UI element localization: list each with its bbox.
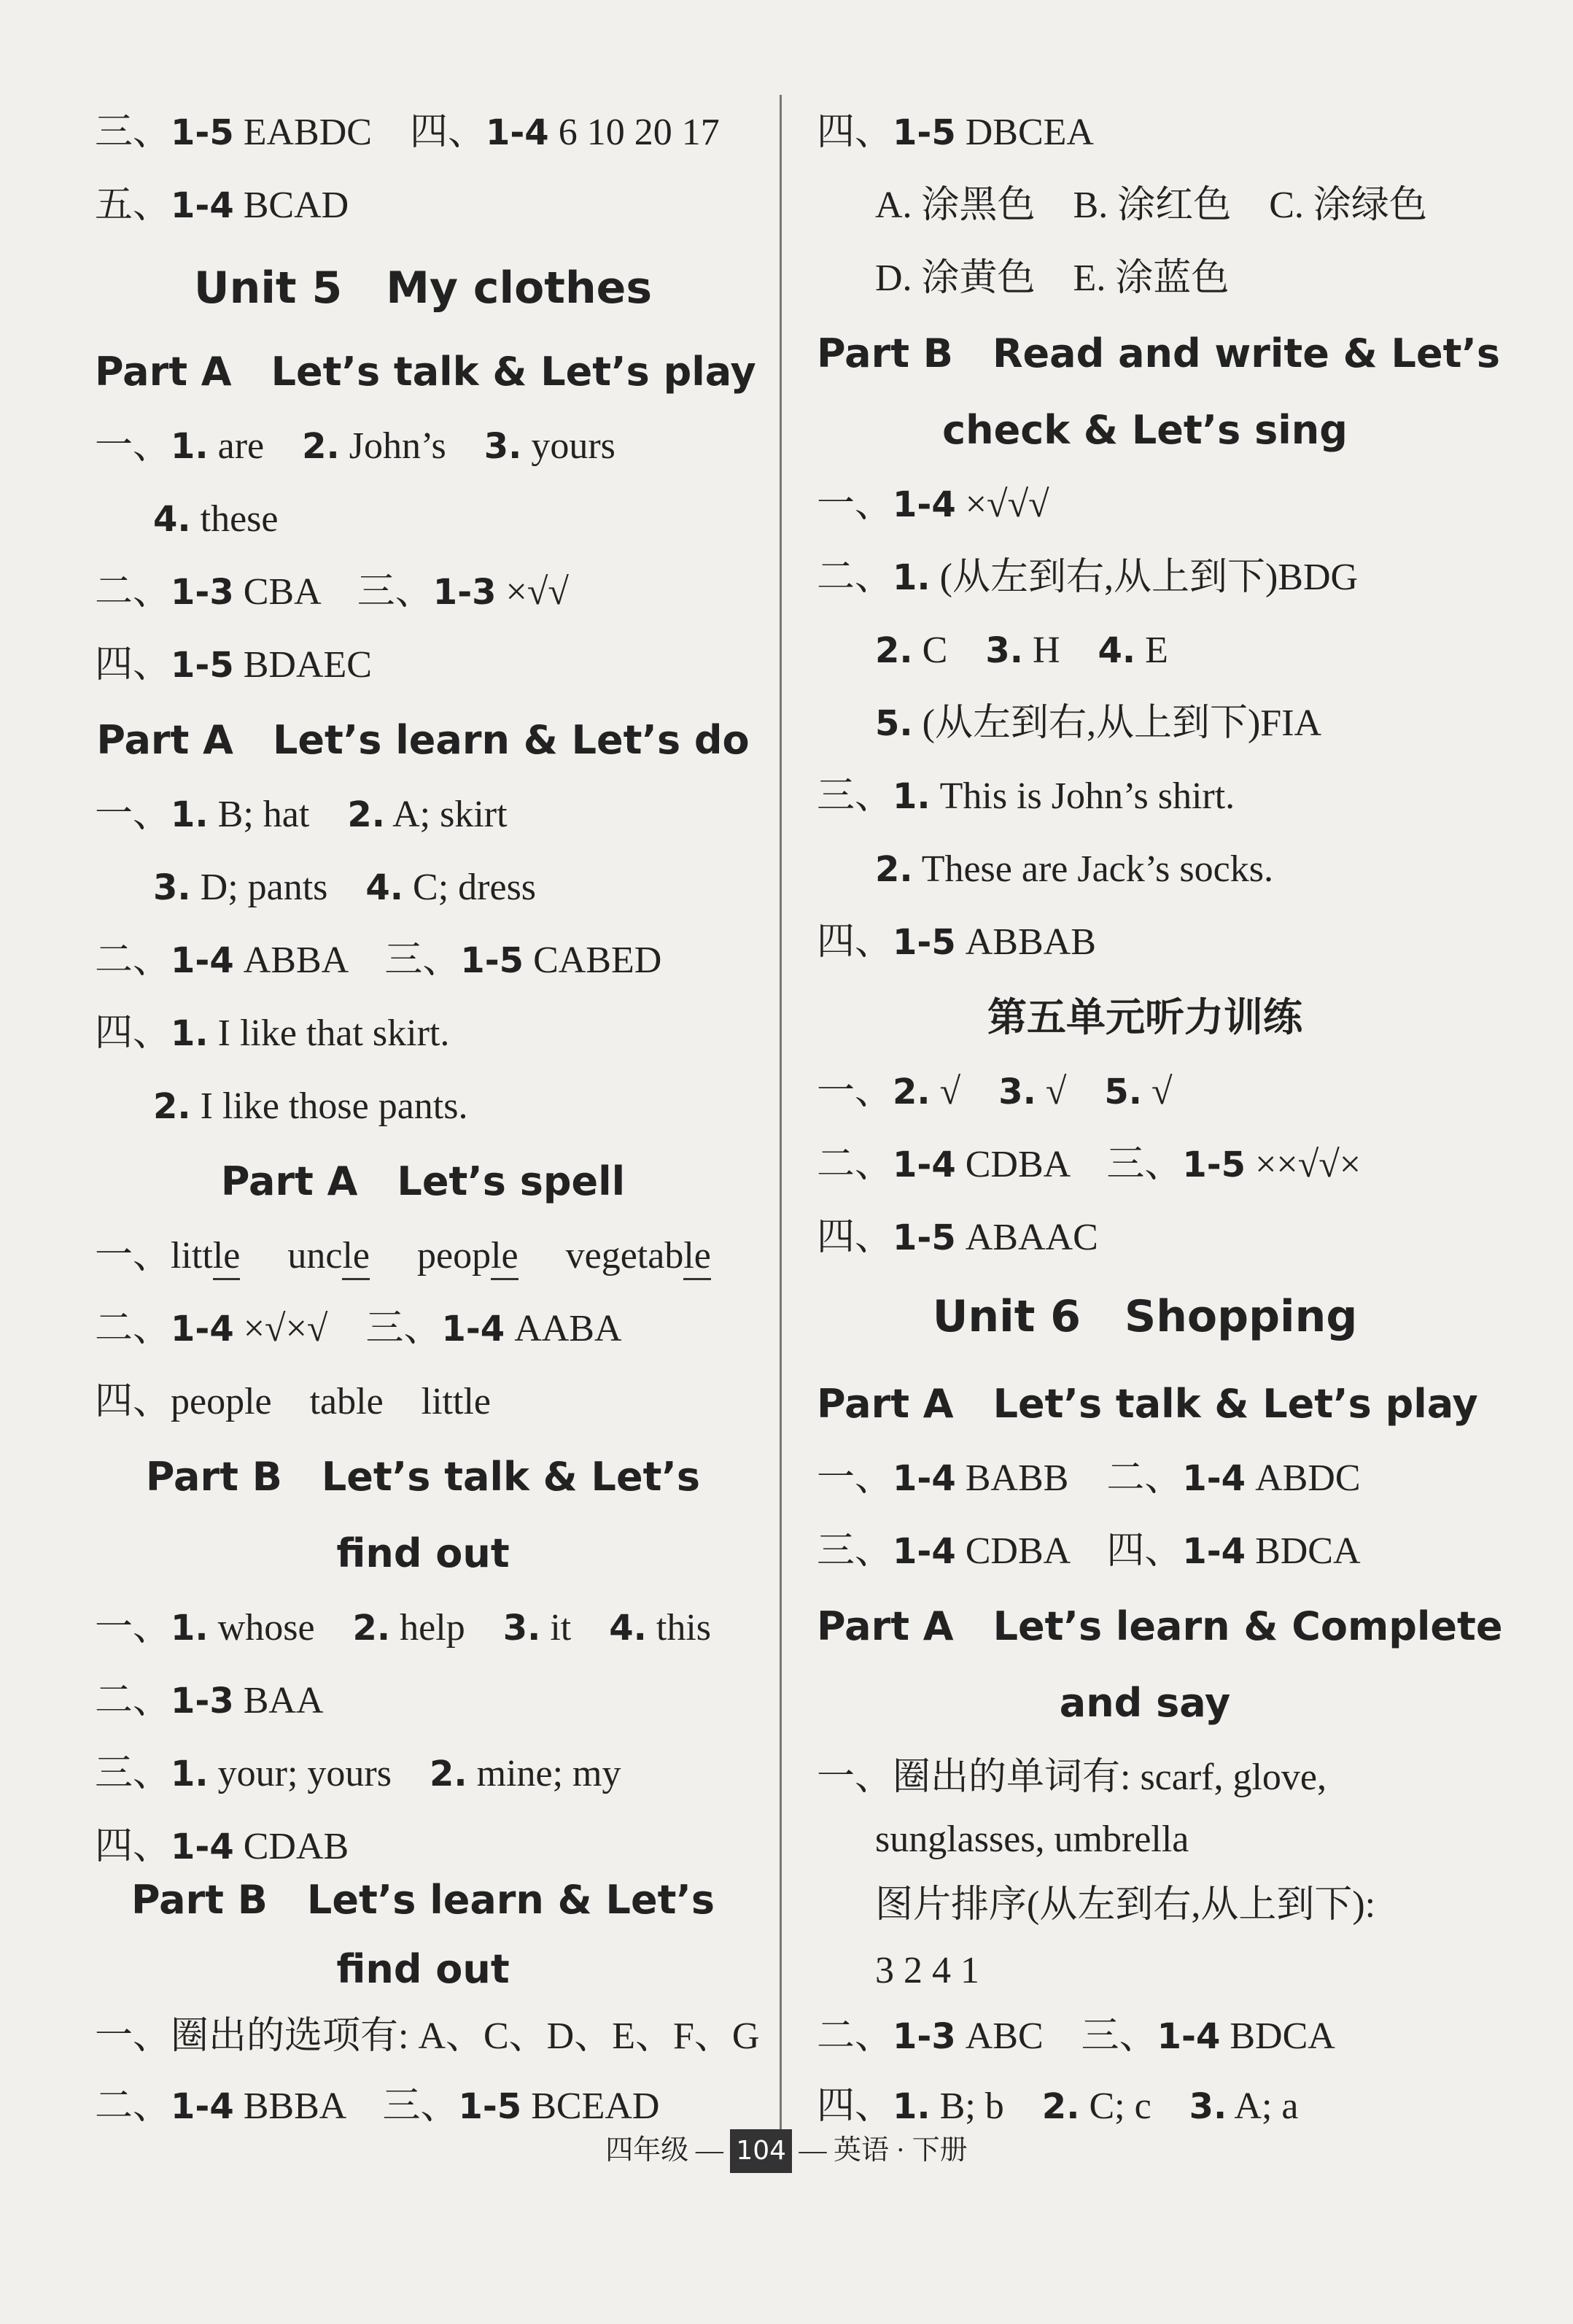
answer-line: 二、1-3 ABC 三、1-4 BDCA (817, 2015, 1335, 2057)
answer-line: 二、1-4 ABBA 三、1-5 CABED (95, 940, 662, 981)
answer-line: 一、2. √ 3. √ 5. √ (817, 1071, 1173, 1112)
answer-line: 二、1-4 CDBA 三、1-5 ××√√× (817, 1144, 1362, 1185)
answer-line: 图片排序(从左到右,从上到下): (875, 1884, 1376, 1926)
answer-line: 5. (从左到右,从上到下)FIA (875, 702, 1322, 744)
answer-line: 3 2 4 1 (875, 1950, 979, 1991)
section-heading: Part A Let’s spell (220, 1158, 626, 1204)
answer-line: D. 涂黄色 E. 涂蓝色 (875, 257, 1230, 299)
answer-line: 2. I like those pants. (153, 1085, 468, 1127)
answer-line: 四、1-5 DBCEA (817, 112, 1094, 153)
answer-line: 四、1-5 ABBAB (817, 921, 1096, 963)
section-heading: Part B Let’s talk & Let’s (145, 1454, 701, 1500)
answer-line: 2. C 3. H 4. E (875, 630, 1168, 671)
answer-line: 一、圈出的单词有: scarf, glove, (817, 1756, 1327, 1798)
footer-grade: 四年级 (605, 2135, 689, 2166)
answer-line: sunglasses, umbrella (875, 1818, 1189, 1860)
answer-line: 一、1-4 BABB 二、1-4 ABDC (817, 1457, 1361, 1499)
answer-line: 四、1. B; b 2. C; c 3. A; a (817, 2085, 1299, 2127)
answer-line: 三、1-4 CDBA 四、1-4 BDCA (817, 1530, 1361, 1572)
unit-title: Unit 5 My clothes (193, 263, 653, 314)
section-heading-cont: find out (336, 1530, 510, 1576)
answer-line: 一、1. B; hat 2. A; skirt (95, 794, 508, 835)
answer-line: 三、1-5 EABDC 四、1-4 6 10 20 17 (95, 112, 720, 153)
answer-line: 四、1-4 CDAB (95, 1826, 349, 1867)
answer-line: 3. D; pants 4. C; dress (153, 867, 537, 908)
answer-line: 二、1-4 BBBA 三、1-5 BCEAD (95, 2085, 660, 2127)
answer-line: 二、1-3 CBA 三、1-3 ×√√ (95, 571, 569, 613)
unit-title: Unit 6 Shopping (932, 1291, 1358, 1342)
answer-line: 一、1-4 ×√√√ (817, 484, 1049, 525)
answer-line: 4. these (153, 498, 279, 540)
section-heading: Part A Let’s talk & Let’s play (817, 1381, 1478, 1427)
answer-line: 四、1. I like that skirt. (95, 1012, 450, 1054)
page-number: 104 (730, 2129, 792, 2173)
answer-line: 二、1-4 ×√×√ 三、1-4 AABA (95, 1308, 622, 1349)
column-divider (780, 95, 782, 2137)
answer-line: 一、1. whose 2. help 3. it 4. this (95, 1607, 712, 1649)
section-heading: Part A Let’s learn & Complete (817, 1603, 1503, 1649)
answer-line: 四、1-5 BDAEC (95, 644, 372, 686)
section-heading-cont: and say (1059, 1680, 1231, 1726)
section-heading: 第五单元听力训练 (987, 994, 1302, 1040)
answer-line: 二、1. (从左到右,从上到下)BDG (817, 557, 1359, 598)
answer-line: 三、1. your; yours 2. mine; my (95, 1753, 621, 1794)
section-heading-cont: find out (336, 1946, 510, 1992)
answer-line: 一、little uncle people vegetable (95, 1233, 711, 1279)
section-heading: Part B Read and write & Let’s (817, 330, 1501, 376)
answer-line: 一、圈出的选项有: A、C、D、E、F、G (95, 2015, 760, 2057)
footer-subject: 英语 · 下册 (834, 2135, 968, 2166)
answer-line: A. 涂黑色 B. 涂红色 C. 涂绿色 (875, 185, 1427, 226)
page-footer: 四年级 — 104 — 英语 · 下册 (0, 2129, 1573, 2173)
answer-line: 五、1-4 BCAD (95, 185, 349, 226)
answer-line: 二、1-3 BAA (95, 1680, 324, 1721)
answer-line: 三、1. This is John’s shirt. (817, 775, 1235, 817)
section-heading: Part A Let’s talk & Let’s play (95, 349, 756, 395)
answer-line: 四、1-5 ABAAC (817, 1217, 1098, 1258)
answer-line: 四、people table little (95, 1381, 491, 1422)
answer-line: 2. These are Jack’s socks. (875, 848, 1273, 890)
answer-line: 一、1. are 2. John’s 3. yours (95, 425, 615, 467)
section-heading: Part B Let’s learn & Let’s (131, 1877, 715, 1923)
section-heading: Part A Let’s learn & Let’s do (96, 717, 750, 763)
section-heading-cont: check & Let’s sing (942, 407, 1348, 453)
